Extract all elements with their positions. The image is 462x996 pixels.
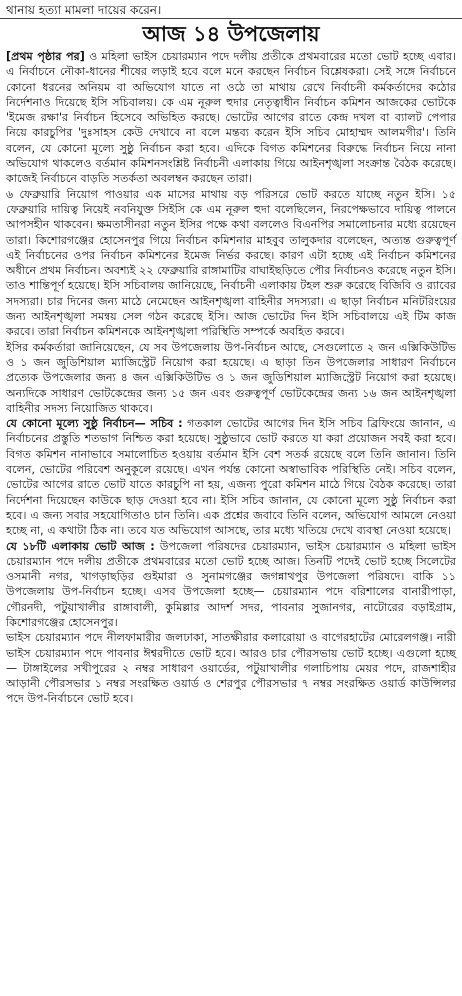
paragraph (6, 539, 456, 631)
paragraph (6, 340, 456, 416)
article-body (0, 49, 462, 707)
paragraph (6, 187, 456, 340)
paragraph-text: ৬ ফেব্রুয়ারি নিয়োগ পাওয়ার এক মাসের মাথায় বড় পরিসরে ভোট করতে যাচ্ছে নতুন ইসি। ১৫ ফেব্রুয়ারি দায়িত্ব নিয়েই নবনিযুক্ত সিইসি কে এম নূরুল হুদা বলেছিলেন, নিরপেক্ষভাবে দায়িত্ব পালনে আপসহীন থাকবেন। ক্ষমতাসীনরা নতুন ইসির পক্ষে কথা বললেও বিএনপির সমালোচনার মধ্যে রয়েছেন তারা। কিশোরগঞ্জের হোসেনপুর গিয়ে নির্বাচন কমিশনার মাহবুব তালুকদার বলেছেন, অত্যন্ত গুরুত্বপূর্ণ এই নির্বাচনের ওপর নির্বাচন কমিশনের ইমেজ নির্ভর করছে। কারণ এটা হচ্ছে এই নির্বাচন কমিশনের অধীনে প্রথম নির্বাচন। অবশ্যই ২২ ফেব্রুয়ারি রাঙ্গামাটির বাঘাইছড়িতে পৌর নির্বাচনও করেছে নতুন ইসি। তাও শান্তিপূর্ণ হয়েছে। ইসি সচিবালয় জানিয়েছে, নির্বাচনী এলাকায় টহল শুরু করেছে বিজিবি ও র‌্যাবের সদস্যরা। চার দিনের জন্য মাঠে নেমেছেন আইনশৃঙ্খলা বাহিনীর সদস্যরা। এ ছাড়া নির্বাচন মনিটরিংয়ের জন্য আইনশৃঙ্খলা সমন্বয় সেল গঠন করেছে ইসি। আজ ভোটের দিন ইসি সচিবালয়ে এই টিম কাজ করবে। তারা নির্বাচন কমিশনকে আইনশৃঙ্খলা পরিস্থিতি সম্পর্কে অবহিত করবে। (6, 187, 456, 339)
paragraph-text: ও মহিলা ভাইস চেয়ারম্যান পদে দলীয় প্রতীকে প্রথমবারের মতো ভোট হচ্ছে এবার। এ নির্বাচনে নৌকা-ধানের শীষের লড়াই হবে বলে মনে করছেন নির্বাচন বিশ্লেষকরা। সেই সঙ্গে নির্বাচনে কোনো ধরনের অনিয়ম বা অভিযোগ যাতে না ওঠে তা মাথায় রেখে নির্বাচনী কর্মকর্তাদের কঠোর নির্দেশনাও দিয়েছে ইসি সচিবালয়। কে এম নূরুল হুদার নেতৃত্বাধীন নির্বাচন কমিশন আজকের ভোটকে 'ইমেজ রক্ষা'র নির্বাচন হিসেবে অভিহিত করছে। ভোটের আগের রাতে কেন্দ্র দখল বা ব্যালট পেপার নিয়ে কারচুপির 'দুঃসাহস কেউ দেখাবে না বলে মন্তব্য করেন ইসি সচিব মোহাম্মদ আলমগীর'। তিনি বলেন, যে কোনো মূল্যে সুষ্ঠু নির্বাচন করা হবে। এদিকে বিগত কমিশনের বিরুদ্ধে নির্বাচন নিয়ে নানা অভিযোগ থাকলেও বর্তমান কমিশনসংশ্লিষ্ট নির্বাচনী এলাকায় গিয়ে আইনশৃঙ্খলা সংক্রান্ত বৈঠক করেছে। কাজেই নির্বাচনে বাড়তি সতর্কতা অবলম্বন করছেন তারা। (6, 50, 456, 186)
headline: আজ ১৪ উপজেলায় (142, 22, 320, 46)
paragraph-lead: [প্রথম পৃষ্ঠার পর] (6, 50, 85, 63)
previous-article-end: থানায় হত্যা মামলা দায়ের করেন। (6, 3, 162, 17)
paragraph-text: ভাইস চেয়ারম্যান পদে নীলফামারীর জলঢাকা, সাতক্ষীরার কলারোয়া ও বাগেরহাটের মোরেলগঞ্জ। নারী ভাইস চেয়ারম্যান পদে পাবনার ঈশ্বরদীতে ভোট হবে। আরও চার পৌরসভায় ভোট হচ্ছে। এগুলো হচ্ছে— টাঙ্গাইলের সখীপুরের ২ নম্বর সাধারণ ওয়ার্ডের, পটুয়াখালীর গলাচিপায় মেয়র পদে, রাজশাহীর আড়ানী পৌরসভার ১ নম্বর সংরক্ষিত ওয়ার্ড ও শেরপুর পৌরসভার ৭ নম্বর সংরক্ষিত ওয়ার্ড কাউন্সিলর পদে উপ-নির্বাচনে ভোট হবে। (6, 631, 456, 706)
paragraph-text: উপজেলা পরিষদের চেয়ারম্যান, ভাইস চেয়ারম্যান ও মহিলা ভাইস চেয়ারম্যান পদে দলীয় প্রতীকে প্রথমবারের মতো ভোট হচ্ছে আজ। তিনটি পদেই ভোট হচ্ছে সিলেটের ওসমানী নগর, খাগড়াছড়ির গুইমারা ও সুনামগঞ্জের জগন্নাথপুর উপজেলা পরিষদে। বাকি ১১ উপজেলায় উপ-নির্বাচন হচ্ছে। এসব উপজেলা হচ্ছে— চেয়ারম্যান পদে বরিশালের বানারীপাড়া, গৌরনদী, পটুয়াখালীর রাঙ্গাবালী, কুমিল্লার আদর্শ সদর, পাবনার সুজানগর, নাটোরের বড়াইগ্রাম, কিশোরগঞ্জের হোসেনপুর। (6, 539, 456, 629)
paragraph (6, 49, 456, 187)
paragraph (6, 630, 456, 706)
paragraph-lead: যে কোনো মূল্যে সুষ্ঠু নির্বাচন— সচিব : (6, 417, 183, 431)
paragraph-lead: যে ১৮টি এলাকায় ভোট আজ : (6, 539, 155, 553)
paragraph-text: ইসির কর্মকর্তারা জানিয়েছেন, যে সব উপজেলায় উপ-নির্বাচন আছে, সেগুলোতে ২ জন এক্সিকিউটিভ ও ১ জন জুডিশিয়াল ম্যাজিস্ট্রেট নিয়োগ করা হয়েছে। এ ছাড়া তিন উপজেলার সাধারণ নির্বাচনে প্রত্যেক উপজেলার জন্য ৪ জন এক্সিকিউটিভ ও ১ জন জুডিশিয়াল ম্যাজিস্ট্রেট নিয়োগ করা হয়েছে। অন্যদিকে সাধারণ ভোটকেন্দ্রের জন্য ১৫ জন এবং গুরুত্বপূর্ণ ভোটকেন্দ্রের জন্য ১৬ জন আইনশৃঙ্খলা বাহিনীর সদস্য নিয়োজিত থাকবে। (6, 340, 456, 415)
paragraph-text: গতকাল ভোটের আগের দিন ইসি সচিব ব্রিফিংয়ে জানান, এ নির্বাচনের প্রস্তুতি শতভাগ নিশ্চিত করা হয়েছে। সুষ্ঠুভাবে ভোট করতে যা করা প্রয়োজন সবই করা হবে। বিগত কমিশন নানাভাবে সমালোচিত হওয়ায় বর্তমান ইসি বেশ সতর্ক রয়েছে বলে তিনি জানান। তিনি বলেন, ভোটের পরিবেশ অনুকূলে রয়েছে। এখন পর্যন্ত কোনো অস্বাভাবিক পরিস্থিতি নেই। সচিব বলেন, ভোটের আগের রাতে ভোট যাতে কারচুপি না হয়, এজন্য পুরো কমিশন মাঠে গিয়ে বৈঠক করেছে। তারা নির্দেশনা দিয়েছেন কাউকে ছাড় দেওয়া হবে না। ইসি সচিব জানান, যে কোনো মূল্যে সুষ্ঠু নির্বাচন করা হবে। এ জন্য সবার সহযোগিতাও চান তিনি। এক প্রশ্নের জবাবে তিনি বলেন, অভিযোগ আমলে নেওয়া হচ্ছে না, এ কথাটা ঠিক না। তবে যত অভিযোগ আসছে, তার মধ্যে খতিয়ে দেখে ব্যবস্থা নেওয়া হয়েছে। (6, 417, 456, 538)
divider (0, 18, 462, 19)
paragraph (6, 416, 456, 538)
